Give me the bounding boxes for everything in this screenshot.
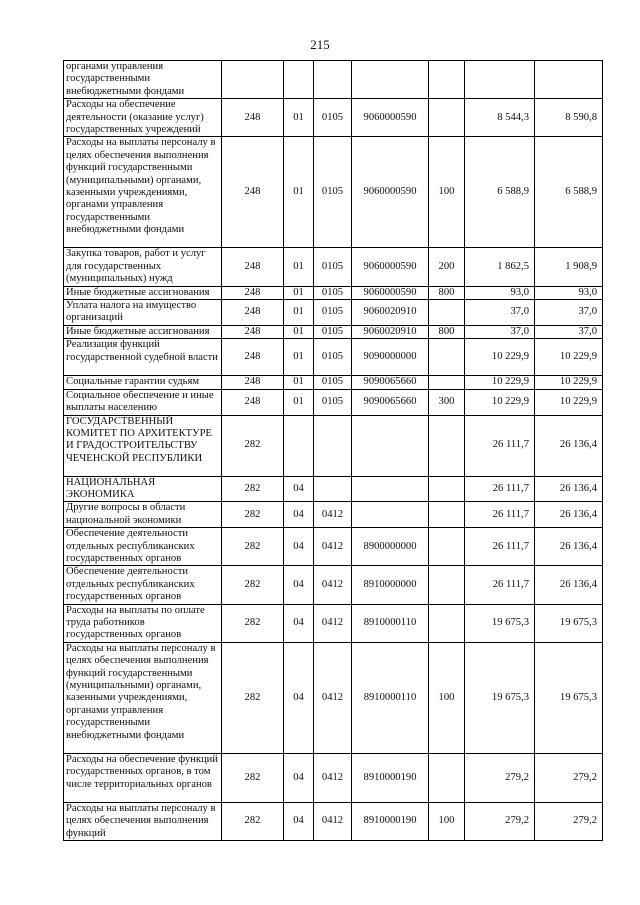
row-year1: 19 675,3 bbox=[465, 642, 535, 753]
row-gr: 248 bbox=[222, 325, 284, 338]
row-csr: 8910000110 bbox=[352, 642, 429, 753]
row-pr: 0105 bbox=[314, 325, 352, 338]
row-rz: 04 bbox=[284, 604, 314, 642]
row-gr: 282 bbox=[222, 566, 284, 604]
row-gr: 282 bbox=[222, 604, 284, 642]
row-pr bbox=[314, 61, 352, 99]
row-rz bbox=[284, 415, 314, 476]
table-row bbox=[64, 99, 603, 137]
row-pr: 0412 bbox=[314, 642, 352, 753]
row-rz: 04 bbox=[284, 502, 314, 528]
row-pr: 0412 bbox=[314, 802, 352, 840]
row-pr: 0105 bbox=[314, 339, 352, 376]
row-rz: 01 bbox=[284, 376, 314, 389]
row-gr: 282 bbox=[222, 528, 284, 566]
row-vr: 300 bbox=[429, 389, 465, 415]
row-gr: 282 bbox=[222, 642, 284, 753]
table-row bbox=[64, 137, 603, 248]
row-rz: 04 bbox=[284, 476, 314, 502]
row-name: Расходы на обеспечение функций государственных органов, в том числе территориальных органов bbox=[64, 753, 222, 802]
row-year1: 26 111,7 bbox=[465, 502, 535, 528]
row-name: Иные бюджетные ассигнования bbox=[64, 286, 222, 299]
row-rz: 04 bbox=[284, 566, 314, 604]
row-rz: 01 bbox=[284, 137, 314, 248]
row-year1: 37,0 bbox=[465, 300, 535, 326]
table-row bbox=[64, 376, 603, 389]
row-year1: 10 229,9 bbox=[465, 376, 535, 389]
row-vr bbox=[429, 604, 465, 642]
row-csr: 9060020910 bbox=[352, 325, 429, 338]
row-pr: 0105 bbox=[314, 389, 352, 415]
row-vr: 200 bbox=[429, 248, 465, 286]
row-pr: 0105 bbox=[314, 99, 352, 137]
row-name: Социальное обеспечение и иные выплаты населению bbox=[64, 389, 222, 415]
row-year2: 10 229,9 bbox=[535, 376, 603, 389]
row-year2: 8 590,8 bbox=[535, 99, 603, 137]
row-gr: 248 bbox=[222, 339, 284, 376]
row-rz: 04 bbox=[284, 528, 314, 566]
row-vr: 100 bbox=[429, 642, 465, 753]
row-csr bbox=[352, 502, 429, 528]
row-pr: 0105 bbox=[314, 248, 352, 286]
row-name: Иные бюджетные ассигнования bbox=[64, 325, 222, 338]
row-name: Расходы на выплаты персоналу в целях обеспечения выполнения функций bbox=[64, 802, 222, 840]
row-year1: 10 229,9 bbox=[465, 389, 535, 415]
row-gr: 248 bbox=[222, 376, 284, 389]
row-vr bbox=[429, 376, 465, 389]
row-year1: 19 675,3 bbox=[465, 604, 535, 642]
budget-table bbox=[63, 60, 603, 841]
row-pr bbox=[314, 415, 352, 476]
table-row bbox=[64, 502, 603, 528]
row-gr: 282 bbox=[222, 753, 284, 802]
row-vr bbox=[429, 99, 465, 137]
row-vr: 100 bbox=[429, 137, 465, 248]
row-name: Закупка товаров, работ и услуг для государственных (муниципальных) нужд bbox=[64, 248, 222, 286]
row-pr: 0105 bbox=[314, 376, 352, 389]
row-csr: 8910000000 bbox=[352, 566, 429, 604]
row-vr: 800 bbox=[429, 286, 465, 299]
row-name: Расходы на выплаты персоналу в целях обеспечения выполнения функций государственными (муниципальными) органами, казенными учреждениями, органами управления государственными внебюджетными фондами bbox=[64, 137, 222, 248]
row-pr bbox=[314, 476, 352, 502]
row-csr: 8910000190 bbox=[352, 753, 429, 802]
row-name: Реализация функций государственной судебной власти bbox=[64, 339, 222, 376]
row-vr bbox=[429, 566, 465, 604]
row-year1: 6 588,9 bbox=[465, 137, 535, 248]
row-pr: 0412 bbox=[314, 753, 352, 802]
row-rz: 01 bbox=[284, 248, 314, 286]
row-year1 bbox=[465, 61, 535, 99]
row-name: Другие вопросы в области национальной экономики bbox=[64, 502, 222, 528]
row-name: ГОСУДАРСТВЕННЫЙ КОМИТЕТ ПО АРХИТЕКТУРЕ И ГРАДОСТРОИТЕЛЬСТВУ ЧЕЧЕНСКОЙ РЕСПУБЛИКИ bbox=[64, 415, 222, 476]
row-year2: 26 136,4 bbox=[535, 502, 603, 528]
row-vr bbox=[429, 300, 465, 326]
row-gr: 248 bbox=[222, 300, 284, 326]
row-year1: 8 544,3 bbox=[465, 99, 535, 137]
row-rz: 01 bbox=[284, 99, 314, 137]
row-gr: 282 bbox=[222, 802, 284, 840]
row-name: Расходы на обеспечение деятельности (оказание услуг) государственных учреждений bbox=[64, 99, 222, 137]
row-gr: 282 bbox=[222, 415, 284, 476]
table-row bbox=[64, 604, 603, 642]
row-pr: 0412 bbox=[314, 528, 352, 566]
row-year2: 279,2 bbox=[535, 753, 603, 802]
row-name: органами управления государственными внебюджетными фондами bbox=[64, 61, 222, 99]
row-year1: 279,2 bbox=[465, 753, 535, 802]
table-row bbox=[64, 415, 603, 476]
row-year2 bbox=[535, 61, 603, 99]
row-year2: 37,0 bbox=[535, 325, 603, 338]
table-row bbox=[64, 476, 603, 502]
row-pr: 0105 bbox=[314, 286, 352, 299]
row-csr: 8910000190 bbox=[352, 802, 429, 840]
row-rz: 04 bbox=[284, 802, 314, 840]
row-year2: 10 229,9 bbox=[535, 339, 603, 376]
row-pr: 0412 bbox=[314, 502, 352, 528]
row-year2: 1 908,9 bbox=[535, 248, 603, 286]
row-csr bbox=[352, 415, 429, 476]
row-year2: 19 675,3 bbox=[535, 604, 603, 642]
row-year2: 93,0 bbox=[535, 286, 603, 299]
row-vr bbox=[429, 476, 465, 502]
row-vr: 800 bbox=[429, 325, 465, 338]
row-name: Расходы на выплаты по оплате труда работников государственных органов bbox=[64, 604, 222, 642]
row-name: Обеспечение деятельности отдельных республиканских государственных органов bbox=[64, 528, 222, 566]
row-pr: 0105 bbox=[314, 137, 352, 248]
row-csr: 8910000110 bbox=[352, 604, 429, 642]
row-vr: 100 bbox=[429, 802, 465, 840]
row-gr: 248 bbox=[222, 286, 284, 299]
table-row bbox=[64, 802, 603, 840]
row-csr: 9060000590 bbox=[352, 99, 429, 137]
table-row bbox=[64, 528, 603, 566]
row-gr: 248 bbox=[222, 389, 284, 415]
table-row bbox=[64, 339, 603, 376]
row-year2: 6 588,9 bbox=[535, 137, 603, 248]
row-gr: 248 bbox=[222, 248, 284, 286]
row-name: Уплата налога на имущество организаций bbox=[64, 300, 222, 326]
row-year1: 26 111,7 bbox=[465, 566, 535, 604]
row-rz: 01 bbox=[284, 325, 314, 338]
row-name: НАЦИОНАЛЬНАЯ ЭКОНОМИКА bbox=[64, 476, 222, 502]
row-rz: 01 bbox=[284, 300, 314, 326]
row-rz: 04 bbox=[284, 753, 314, 802]
table-row bbox=[64, 248, 603, 286]
table-row bbox=[64, 325, 603, 338]
row-year2: 26 136,4 bbox=[535, 415, 603, 476]
row-year2: 26 136,4 bbox=[535, 528, 603, 566]
table-row bbox=[64, 286, 603, 299]
row-rz bbox=[284, 61, 314, 99]
row-name: Расходы на выплаты персоналу в целях обеспечения выполнения функций государственными (муниципальными) органами, казенными учреждениями, органами управления государственными внебюджетными фондами bbox=[64, 642, 222, 753]
row-year1: 26 111,7 bbox=[465, 476, 535, 502]
row-pr: 0105 bbox=[314, 300, 352, 326]
row-csr: 8900000000 bbox=[352, 528, 429, 566]
row-year1: 93,0 bbox=[465, 286, 535, 299]
row-csr: 9090000000 bbox=[352, 339, 429, 376]
row-csr: 9090065660 bbox=[352, 376, 429, 389]
row-csr: 9090065660 bbox=[352, 389, 429, 415]
row-year1: 279,2 bbox=[465, 802, 535, 840]
row-csr: 9060000590 bbox=[352, 137, 429, 248]
row-year2: 26 136,4 bbox=[535, 566, 603, 604]
row-gr bbox=[222, 61, 284, 99]
table-row bbox=[64, 566, 603, 604]
table-row bbox=[64, 300, 603, 326]
row-vr bbox=[429, 61, 465, 99]
row-vr bbox=[429, 528, 465, 566]
row-vr bbox=[429, 339, 465, 376]
row-rz: 01 bbox=[284, 389, 314, 415]
row-year2: 26 136,4 bbox=[535, 476, 603, 502]
row-vr bbox=[429, 502, 465, 528]
row-rz: 01 bbox=[284, 286, 314, 299]
row-csr: 9060020910 bbox=[352, 300, 429, 326]
row-year2: 279,2 bbox=[535, 802, 603, 840]
row-vr bbox=[429, 753, 465, 802]
row-csr: 9060000590 bbox=[352, 286, 429, 299]
row-gr: 248 bbox=[222, 99, 284, 137]
row-gr: 282 bbox=[222, 502, 284, 528]
row-rz: 04 bbox=[284, 642, 314, 753]
table-body bbox=[64, 61, 603, 841]
row-year1: 1 862,5 bbox=[465, 248, 535, 286]
table-row bbox=[64, 61, 603, 99]
row-csr: 9060000590 bbox=[352, 248, 429, 286]
row-csr bbox=[352, 61, 429, 99]
row-year1: 26 111,7 bbox=[465, 415, 535, 476]
row-year2: 37,0 bbox=[535, 300, 603, 326]
row-name: Социальные гарантии судьям bbox=[64, 376, 222, 389]
row-year1: 10 229,9 bbox=[465, 339, 535, 376]
page-number: 215 bbox=[310, 37, 330, 52]
row-pr: 0412 bbox=[314, 604, 352, 642]
table-row bbox=[64, 753, 603, 802]
row-year2: 19 675,3 bbox=[535, 642, 603, 753]
row-vr bbox=[429, 415, 465, 476]
table-row bbox=[64, 389, 603, 415]
row-year2: 10 229,9 bbox=[535, 389, 603, 415]
row-year1: 26 111,7 bbox=[465, 528, 535, 566]
row-pr: 0412 bbox=[314, 566, 352, 604]
row-gr: 248 bbox=[222, 137, 284, 248]
row-year1: 37,0 bbox=[465, 325, 535, 338]
row-rz: 01 bbox=[284, 339, 314, 376]
row-gr: 282 bbox=[222, 476, 284, 502]
table-row bbox=[64, 642, 603, 753]
row-csr bbox=[352, 476, 429, 502]
row-name: Обеспечение деятельности отдельных республиканских государственных органов bbox=[64, 566, 222, 604]
